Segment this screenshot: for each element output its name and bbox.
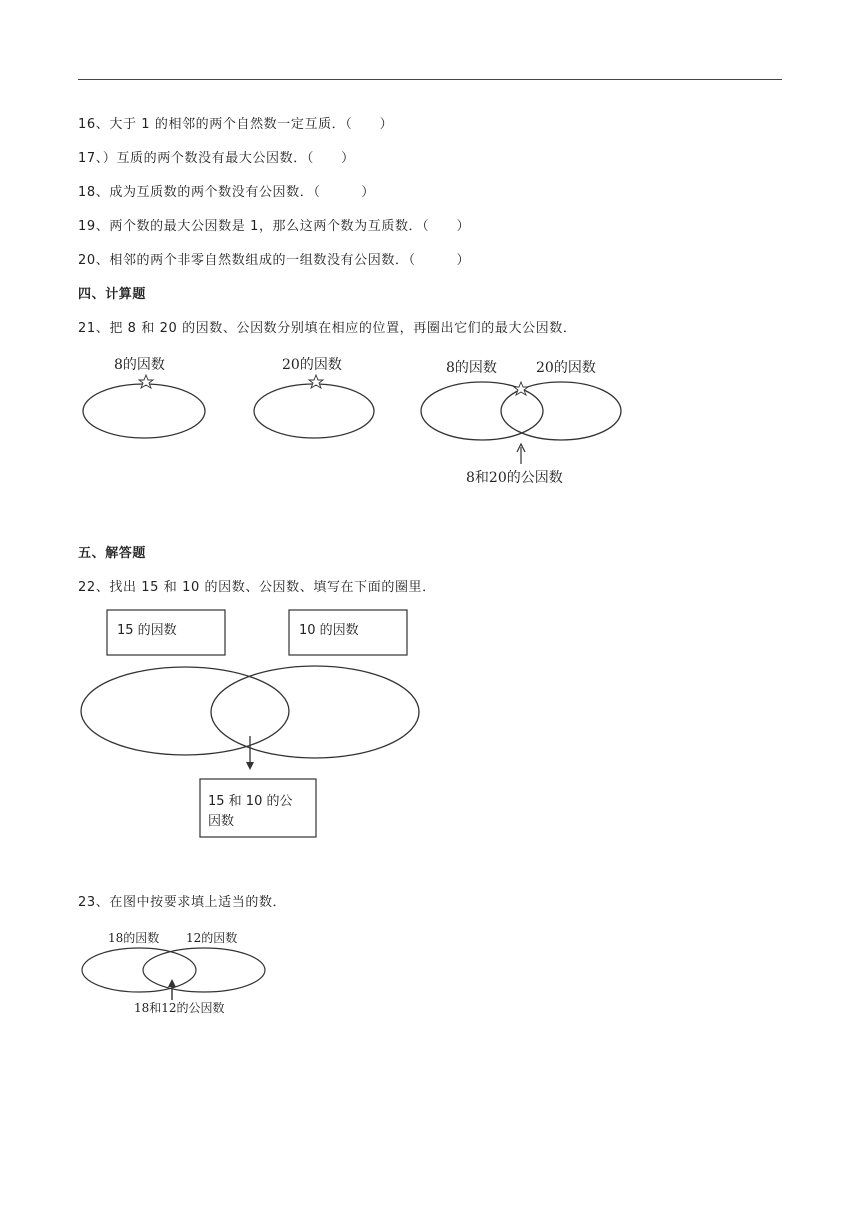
question-23: 23、在图中按要求填上适当的数． <box>78 895 287 910</box>
arrow-up-icon <box>168 979 176 987</box>
ellipse-20-factors <box>254 384 374 438</box>
star-icon <box>514 382 528 395</box>
diagram-20-factors <box>254 356 374 438</box>
question-18: 18、成为互质数的两个数没有公因数．（ ） <box>78 185 375 200</box>
section-4-title: 四、计算题 <box>78 287 147 302</box>
label-common-line2: 因数 <box>208 814 235 829</box>
star-icon <box>139 375 153 388</box>
label-8-20-common: 8和20的公因数 <box>466 470 563 486</box>
label-common-line1: 15 和 10 的公 <box>208 794 293 809</box>
header-rule <box>78 79 782 80</box>
question-19: 19、两个数的最大公因数是 1，那么这两个数为互质数．（ ） <box>78 219 471 234</box>
question-17: 17、）互质的两个数没有最大公因数．（ ） <box>78 151 355 166</box>
label-20-factors: 20的因数 <box>282 357 342 373</box>
arrow-up-icon <box>517 444 525 452</box>
label-20-factors-venn: 20的因数 <box>536 360 596 376</box>
section-5-title: 五、解答题 <box>78 546 147 561</box>
ellipse-right-venn <box>501 382 621 440</box>
diagram-8-factors <box>83 356 205 438</box>
label-10-factors: 10 的因数 <box>299 623 359 638</box>
venn-8-20 <box>421 359 621 486</box>
label-18-factors: 18的因数 <box>108 931 160 945</box>
question-20: 20、相邻的两个非零自然数组成的一组数没有公因数．（ ） <box>78 253 471 268</box>
question-21: 21、把 8 和 20 的因数、公因数分别填在相应的位置，再圈出它们的最大公因数． <box>78 321 577 336</box>
label-12-factors: 12的因数 <box>186 931 238 945</box>
ellipse-left-venn <box>421 382 543 440</box>
question-16: 16、大于 1 的相邻的两个自然数一定互质．（ ） <box>78 117 394 132</box>
ellipse-18-factors <box>82 948 196 992</box>
label-8-factors-venn: 8的因数 <box>446 360 497 376</box>
ellipse-15-factors <box>81 667 289 755</box>
question-22: 22、找出 15 和 10 的因数、公因数、填写在下面的圈里． <box>78 580 436 595</box>
ellipse-8-factors <box>83 384 205 438</box>
label-15-factors: 15 的因数 <box>117 623 177 638</box>
ellipse-12-factors <box>143 948 265 992</box>
label-18-12-common: 18和12的公因数 <box>134 1001 225 1015</box>
arrow-down-icon <box>246 762 254 770</box>
star-icon <box>309 375 323 388</box>
label-8-factors: 8的因数 <box>114 357 165 373</box>
ellipse-10-factors <box>211 666 419 758</box>
